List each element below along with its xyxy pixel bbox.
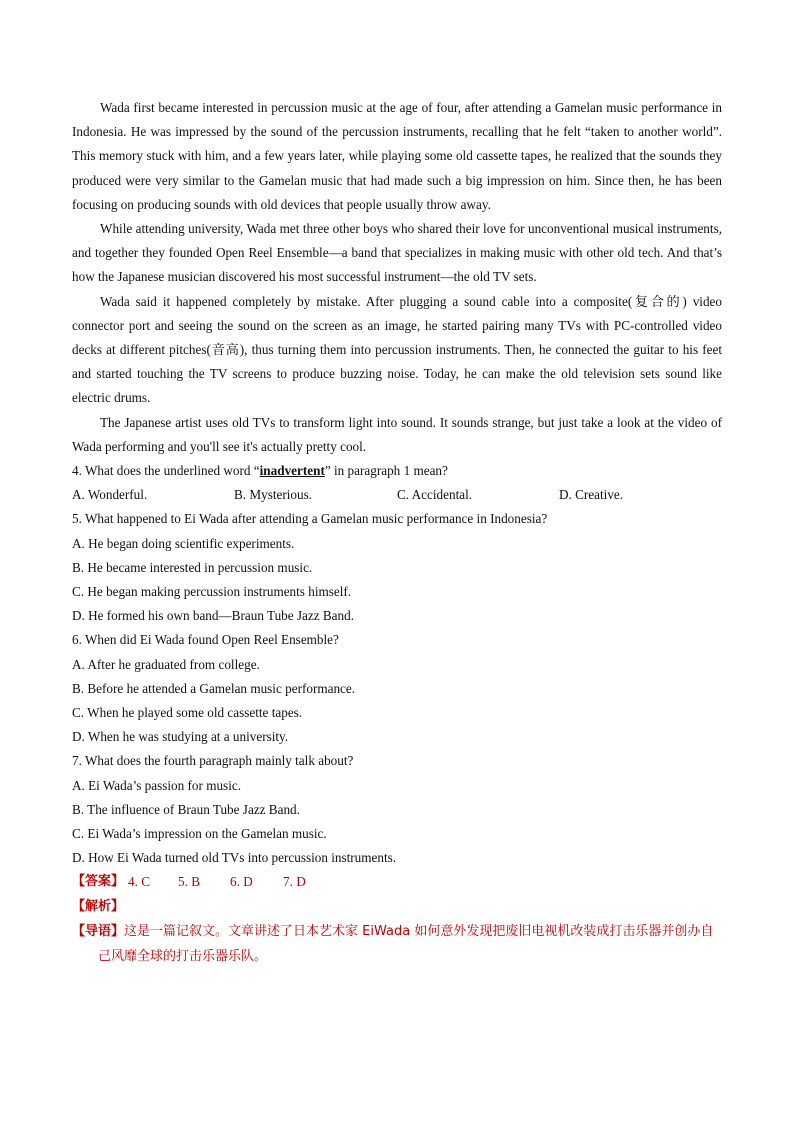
question-4-option-b: B. Mysterious. xyxy=(234,487,313,503)
question-4-options xyxy=(72,483,722,507)
answer-item-7: 7. D xyxy=(283,874,306,890)
question-4-stem-after: ” in paragraph 1 mean? xyxy=(324,463,448,479)
underlined-word: inadvertent xyxy=(259,463,325,479)
answer-line xyxy=(72,870,722,894)
answer-label: 【答案】 xyxy=(72,874,125,890)
answer-item-5: 5. B xyxy=(178,874,200,890)
question-4-option-d: D. Creative. xyxy=(559,487,624,503)
question-7-option-c: C. Ei Wada’s impression on the Gamelan music. xyxy=(72,826,327,842)
question-6-option-b: B. Before he attended a Gamelan music performance. xyxy=(72,680,356,696)
question-4-option-a: A. Wonderful. xyxy=(72,487,148,503)
passage-paragraph-1: Wada first became interested in percussion music at the age of four, after attending a Gamelan music performance in Indonesia. He was impressed by the sound of the percussion instruments, recalling that he felt “taken to another world”. This memory stuck with him, and a few years later, while playing some old cassette tapes, he realized that the sounds they produced were very similar to the Gamelan music that had made such a big impression on him. Since then, he has been focusing on producing sounds with old devices that people usually throw away. xyxy=(72,100,722,212)
question-5-option-d: D. He formed his own band—Braun Tube Jazz Band. xyxy=(72,608,355,624)
question-7-option-b: B. The influence of Braun Tube Jazz Band. xyxy=(72,801,300,817)
guide-paragraph xyxy=(72,919,722,969)
question-6-option-d: D. When he was studying at a university. xyxy=(72,729,289,745)
question-5-option-a: A. He began doing scientific experiments. xyxy=(72,535,295,551)
answer-item-6: 6. D xyxy=(230,874,253,890)
question-6-option-c: C. When he played some old cassette tapes. xyxy=(72,705,303,721)
question-6-option-a: A. After he graduated from college. xyxy=(72,656,260,672)
question-5-option-b: B. He became interested in percussion music. xyxy=(72,559,313,575)
passage-paragraph-2: While attending university, Wada met three other boys who shared their love for unconventional musical instruments, and together they founded Open Reel Ensemble—a band that specializes in making music with other old tech. And that’s how the Japanese musician discovered his most successful instrument—the old TV sets. xyxy=(72,221,722,285)
passage-paragraph-3: Wada said it happened completely by mistake. After plugging a sound cable into a composite(复合的) video connector port and seeing the sound on the screen as an image, he started pairing many TVs with PC-controlled video decks at different pitches(音高), thus turning them into percussion instruments. Then, he connected the guitar to his feet and started touching the TV screens to produce buzzing noise. Today, he can make the old television sets sound like electric drums. xyxy=(72,293,722,406)
question-5-option-c: C. He began making percussion instruments himself. xyxy=(72,584,352,600)
question-4-stem-before: 4. What does the underlined word “ xyxy=(72,463,260,479)
question-4-stem xyxy=(72,459,722,483)
document-page xyxy=(72,96,722,969)
question-7-stem: 7. What does the fourth paragraph mainly talk about? xyxy=(72,753,354,769)
passage-paragraph-4: The Japanese artist uses old TVs to transform light into sound. It sounds strange, but just take a look at the video of Wada performing and you'll see it's actually pretty cool. xyxy=(72,414,722,454)
question-6-stem: 6. When did Ei Wada found Open Reel Ensemble? xyxy=(72,632,339,648)
question-7-option-d: D. How Ei Wada turned old TVs into percussion instruments. xyxy=(72,850,397,866)
analysis-label: 【解析】 xyxy=(72,898,125,914)
question-5-stem: 5. What happened to Ei Wada after attending a Gamelan music performance in Indonesia? xyxy=(72,511,548,527)
guide-label: 【导语】 xyxy=(72,923,125,939)
answer-item-4: 4. C xyxy=(128,874,150,890)
question-4-option-c: C. Accidental. xyxy=(397,487,473,503)
guide-text: 这是一篇记叙文。文章讲述了日本艺术家 EiWada 如何意外发现把废旧电视机改装成打击乐器并创办自己风靡全球的打击乐器乐队。 xyxy=(98,923,714,964)
question-7-option-a: A. Ei Wada’s passion for music. xyxy=(72,777,242,793)
